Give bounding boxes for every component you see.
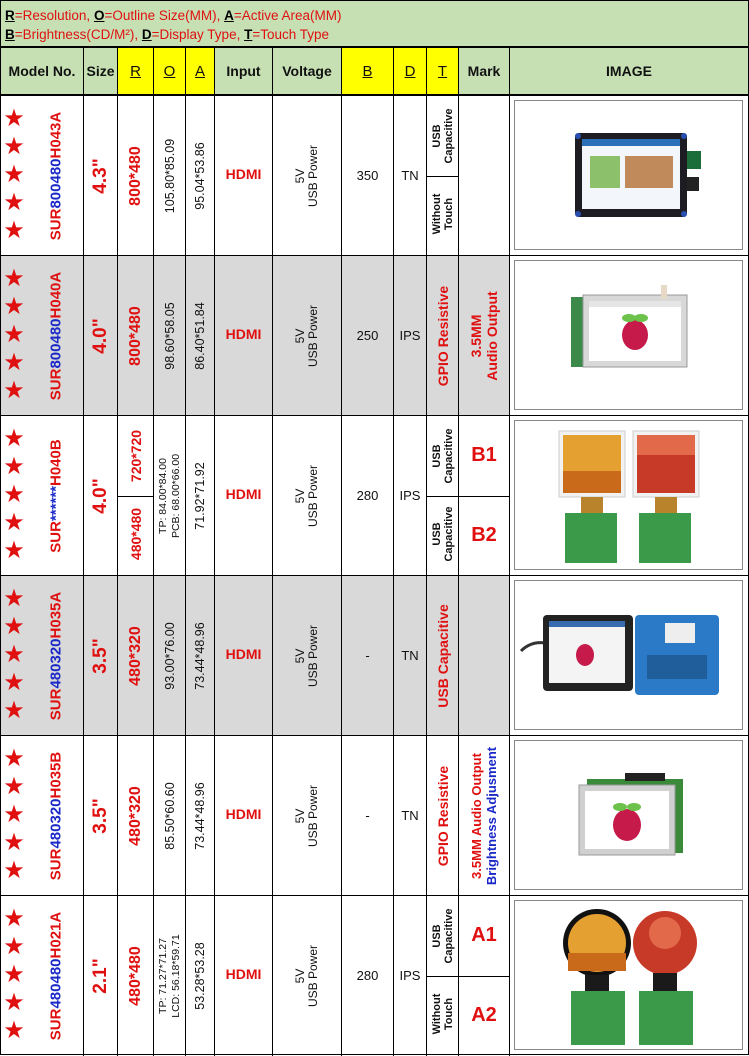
voltage-sub: USB Power — [306, 784, 320, 848]
input-value: HDMI — [225, 486, 262, 502]
brightness-cell — [342, 96, 394, 256]
model-number — [48, 439, 65, 552]
header-touch-type: T — [426, 47, 459, 95]
active-cell — [186, 576, 215, 736]
mark-line-red: 3.5MM Audio Output — [469, 753, 484, 879]
outline-line: TP: 71.27*71.27 — [156, 938, 169, 1014]
model-cell — [0, 736, 84, 896]
header-display-type: D — [393, 47, 427, 95]
voltage-sub: USB Power — [306, 944, 320, 1008]
active-cell — [186, 416, 215, 576]
header-input: Input — [214, 47, 273, 95]
touch-line: Capacitive — [442, 506, 455, 562]
size-value: 3.5" — [89, 798, 111, 834]
touch-type-top — [431, 428, 455, 483]
resolution-value: 480*320 — [126, 786, 144, 846]
mark-line-blue: Brightness Adjusment — [484, 746, 499, 886]
active-area-value: 71.92*71.92 — [193, 462, 207, 530]
size-cell — [84, 896, 118, 1056]
brightness-cell — [342, 256, 394, 416]
image-cell — [510, 96, 749, 256]
image-cell — [510, 416, 749, 576]
header-image: IMAGE — [509, 47, 749, 95]
touch-type-cell — [427, 736, 459, 896]
outline-value: 105.80*85.09 — [162, 138, 177, 214]
brightness-value: - — [365, 808, 370, 823]
mark-cell — [459, 416, 510, 576]
voltage-cell — [273, 576, 342, 736]
table-row — [0, 895, 749, 1055]
model-cell — [0, 576, 84, 736]
legend-text: =Active Area(MM) — [233, 8, 342, 23]
outline-value — [157, 454, 183, 538]
outline-cell — [154, 896, 186, 1056]
resolution-cell — [118, 736, 154, 896]
model-resolution: 480320 — [47, 798, 65, 849]
voltage-cell — [273, 96, 342, 256]
model-number — [48, 112, 65, 240]
size-value: 4.0" — [89, 318, 111, 354]
model-suffix: H035A — [47, 591, 65, 639]
rating-stars: ★★★★★ — [0, 104, 27, 244]
size-value: 4.3" — [89, 158, 111, 194]
square-lcd-4.0-image — [514, 420, 743, 570]
divider — [459, 496, 509, 497]
display-type-value: IPS — [399, 968, 421, 983]
mark-value — [468, 291, 500, 380]
model-prefix: SUR — [47, 688, 65, 721]
size-cell — [84, 256, 118, 416]
model-resolution: 480320 — [47, 638, 65, 689]
input-cell — [215, 96, 273, 256]
mark-line: Audio Output — [484, 291, 500, 381]
touch-line: Touch — [442, 997, 455, 1031]
legend-text: =Touch Type — [252, 27, 330, 42]
model-resolution: 800480 — [47, 318, 65, 369]
legend-text: =Brightness(CD/M²), — [14, 27, 142, 42]
table-row — [0, 415, 749, 575]
input-cell — [215, 576, 273, 736]
touch-type-value: GPIO Resistive — [434, 285, 451, 387]
header-model: Model No. — [0, 47, 84, 95]
resolution-cell — [118, 576, 154, 736]
outline-cell — [154, 96, 186, 256]
input-value: HDMI — [225, 806, 262, 822]
touch-type-cell — [427, 96, 459, 256]
touch-line: Touch — [442, 197, 455, 231]
header-size: Size — [83, 47, 118, 95]
voltage-main: 5V — [293, 488, 307, 504]
display-type-cell — [394, 896, 427, 1056]
model-prefix: SUR — [47, 1008, 65, 1041]
display-type-cell — [394, 96, 427, 256]
model-suffix: H021A — [47, 911, 65, 959]
touch-line: USB — [430, 522, 443, 546]
divider — [427, 976, 458, 977]
hdmi-lcd-4.3-image — [514, 100, 743, 250]
mark-top: A1 — [471, 924, 497, 946]
touch-type-cell — [427, 896, 459, 1056]
input-cell — [215, 736, 273, 896]
image-cell — [510, 576, 749, 736]
brightness-cell — [342, 576, 394, 736]
outline-value: 98.60*58.05 — [162, 302, 177, 370]
size-value: 2.1" — [89, 958, 111, 994]
active-cell — [186, 256, 215, 416]
display-type-value: TN — [401, 808, 419, 823]
header-brightness: B — [341, 47, 394, 95]
model-suffix: H040A — [47, 271, 65, 319]
touch-line: Without — [430, 993, 443, 1035]
rating-stars: ★★★★★ — [0, 904, 27, 1044]
model-number — [48, 592, 65, 720]
round-lcd-2.1-image — [514, 900, 743, 1050]
raspberry-pi-lcd-3.5-image — [514, 740, 743, 890]
model-prefix: SUR — [47, 848, 65, 881]
display-type-value: TN — [401, 168, 419, 183]
outline-cell — [154, 416, 186, 576]
header-active-area: A — [185, 47, 215, 95]
outline-line: LCD: 56.18*59.71 — [169, 934, 182, 1018]
resolution-cell — [118, 416, 154, 576]
touch-type-bottom — [431, 194, 455, 235]
outline-cell — [154, 256, 186, 416]
touch-line: Capacitive — [442, 108, 455, 164]
rating-stars: ★★★★★ — [0, 424, 27, 564]
resolution-value: 480*320 — [126, 626, 144, 686]
touch-type-value: GPIO Resistive — [434, 765, 451, 867]
legend-letter: A — [224, 8, 234, 23]
voltage-sub: USB Power — [306, 624, 320, 688]
model-prefix: SUR — [47, 208, 65, 241]
resolution-value: 800*480 — [126, 306, 144, 366]
model-cell — [0, 416, 84, 576]
input-value: HDMI — [225, 166, 262, 182]
model-resolution: 480480 — [47, 958, 65, 1009]
rating-stars: ★★★★★ — [0, 264, 27, 404]
voltage-main: 5V — [293, 168, 307, 184]
voltage-value — [294, 465, 320, 527]
touch-line: USB — [430, 124, 443, 148]
input-cell — [215, 256, 273, 416]
table-header — [0, 47, 749, 95]
outline-value: 85.50*60.60 — [162, 782, 177, 850]
display-type-value: IPS — [399, 328, 421, 343]
display-type-cell — [394, 256, 427, 416]
legend-letter: O — [93, 8, 105, 23]
model-suffix: H035B — [47, 751, 65, 799]
model-cell — [0, 896, 84, 1056]
model-suffix: H040B — [47, 439, 65, 486]
input-value: HDMI — [225, 966, 262, 982]
input-value: HDMI — [225, 646, 262, 662]
input-cell — [215, 896, 273, 1056]
model-cell — [0, 256, 84, 416]
touch-type-cell — [427, 576, 459, 736]
mark-line: 3.5MM — [468, 314, 484, 358]
size-cell — [84, 416, 118, 576]
touch-type-bottom — [431, 506, 455, 561]
resolution-cell — [118, 96, 154, 256]
model-prefix: SUR — [47, 368, 65, 401]
touch-type-bottom — [431, 994, 455, 1035]
brightness-value: 280 — [356, 968, 379, 983]
size-cell — [84, 736, 118, 896]
brightness-value: - — [365, 648, 370, 663]
header-voltage: Voltage — [272, 47, 342, 95]
image-cell — [510, 256, 749, 416]
legend-line-2 — [5, 25, 744, 44]
touch-line: Capacitive — [442, 908, 455, 964]
legend-letter: R — [5, 8, 15, 23]
mark-bottom: B2 — [471, 524, 497, 546]
voltage-value — [294, 945, 320, 1007]
brightness-cell — [342, 896, 394, 1056]
touch-line: USB — [430, 924, 443, 948]
voltage-sub: USB Power — [306, 144, 320, 208]
mark-cell — [459, 96, 510, 256]
brightness-value: 250 — [356, 328, 379, 343]
legend-box — [0, 0, 749, 47]
brightness-cell — [342, 736, 394, 896]
resolution-value-top: 720*720 — [127, 429, 144, 483]
resolution-cell — [118, 256, 154, 416]
size-cell — [84, 96, 118, 256]
voltage-cell — [273, 416, 342, 576]
mark-cell — [459, 256, 510, 416]
active-area-value: 95.04*53.86 — [193, 142, 207, 210]
voltage-cell — [273, 256, 342, 416]
mark-cell — [459, 896, 510, 1056]
model-cell — [0, 96, 84, 256]
hdmi-lcd-3.5-image — [514, 580, 743, 730]
display-type-cell — [394, 416, 427, 576]
header-resolution: R — [117, 47, 154, 95]
voltage-cell — [273, 896, 342, 1056]
active-area-value: 73.44*48.96 — [193, 622, 207, 690]
table-row — [0, 255, 749, 415]
model-resolution: ****** — [47, 486, 65, 522]
resolution-value: 480*480 — [126, 946, 144, 1006]
legend-text: =Resolution, — [14, 8, 94, 23]
voltage-main: 5V — [293, 968, 307, 984]
mark-top: B1 — [471, 444, 497, 466]
active-cell — [186, 96, 215, 256]
resolution-value: 800*480 — [126, 146, 144, 206]
outline-cell — [154, 576, 186, 736]
size-value: 3.5" — [89, 638, 111, 674]
divider — [459, 976, 509, 977]
voltage-sub: USB Power — [306, 304, 320, 368]
size-cell — [84, 576, 118, 736]
display-type-cell — [394, 576, 427, 736]
touch-type-top — [431, 908, 455, 963]
raspberry-pi-lcd-4.0-image — [514, 260, 743, 410]
legend-text: =Outline Size(MM), — [104, 8, 225, 23]
legend-letter: B — [5, 27, 15, 42]
touch-type-value: USB Capacitive — [434, 604, 451, 708]
mark-cell — [459, 736, 510, 896]
size-value: 4.0" — [89, 478, 111, 514]
image-cell — [510, 896, 749, 1056]
divider — [427, 496, 458, 497]
model-number — [48, 272, 65, 400]
touch-type-top — [431, 108, 455, 163]
mark-bottom: A2 — [471, 1004, 497, 1026]
legend-line-1 — [5, 6, 744, 25]
touch-line: USB — [430, 444, 443, 468]
voltage-value — [294, 625, 320, 687]
touch-line: Capacitive — [442, 428, 455, 484]
touch-type-cell — [427, 256, 459, 416]
header-mark: Mark — [458, 47, 510, 95]
table-row — [0, 575, 749, 735]
outline-value: 93.00*76.00 — [162, 622, 177, 690]
mark-value — [469, 747, 499, 885]
model-prefix: SUR — [47, 521, 65, 553]
voltage-value — [294, 785, 320, 847]
voltage-value — [294, 305, 320, 367]
image-cell — [510, 736, 749, 896]
display-type-cell — [394, 736, 427, 896]
display-type-value: TN — [401, 648, 419, 663]
model-number — [48, 752, 65, 880]
rating-stars: ★★★★★ — [0, 744, 27, 884]
table-row — [0, 735, 749, 895]
resolution-value-bottom: 480*480 — [127, 507, 144, 561]
active-cell — [186, 736, 215, 896]
legend-letter: T — [244, 27, 253, 42]
input-cell — [215, 416, 273, 576]
voltage-main: 5V — [293, 808, 307, 824]
voltage-sub: USB Power — [306, 464, 320, 528]
display-type-value: IPS — [399, 488, 421, 503]
touch-line: Without — [430, 193, 443, 235]
brightness-value: 280 — [356, 488, 379, 503]
voltage-main: 5V — [293, 648, 307, 664]
active-cell — [186, 896, 215, 1056]
legend-text: =Display Type, — [151, 27, 245, 42]
outline-value — [157, 934, 183, 1017]
divider — [118, 496, 153, 497]
input-value: HDMI — [225, 326, 262, 342]
voltage-main: 5V — [293, 328, 307, 344]
outline-line: TP: 84.00*84.00 — [156, 458, 169, 534]
header-outline: O — [153, 47, 186, 95]
active-area-value: 73.44*48.96 — [193, 782, 207, 850]
voltage-value — [294, 145, 320, 207]
touch-type-cell — [427, 416, 459, 576]
rating-stars: ★★★★★ — [0, 584, 27, 724]
outline-line: PCB: 68.00*66.00 — [169, 453, 182, 539]
model-resolution: 800480 — [47, 158, 65, 209]
active-area-value: 86.40*51.84 — [193, 302, 207, 370]
legend-letter: D — [141, 27, 152, 42]
brightness-cell — [342, 416, 394, 576]
mark-cell — [459, 576, 510, 736]
active-area-value: 53.28*53.28 — [193, 942, 207, 1010]
divider — [427, 176, 458, 177]
voltage-cell — [273, 736, 342, 896]
brightness-value: 350 — [356, 168, 379, 183]
table-row — [0, 95, 749, 255]
outline-cell — [154, 736, 186, 896]
model-number — [48, 912, 65, 1040]
resolution-cell — [118, 896, 154, 1056]
model-suffix: H043A — [47, 111, 65, 159]
